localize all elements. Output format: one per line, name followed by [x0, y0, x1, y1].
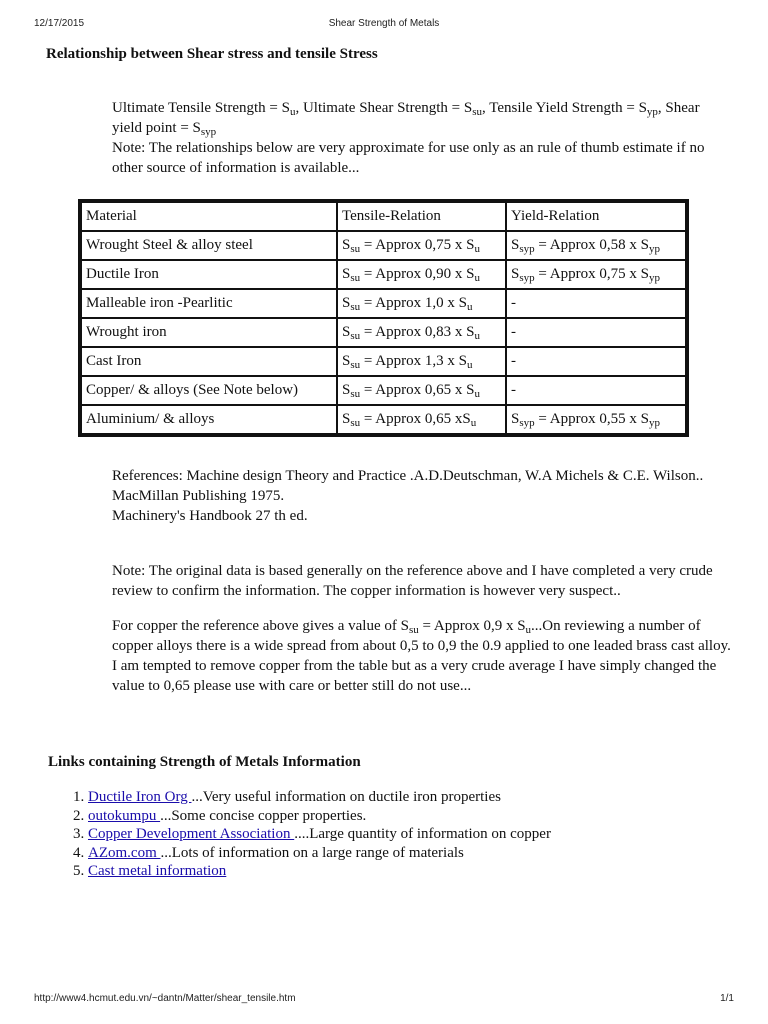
list-item: 1. Ductile Iron Org ...Very useful information on ductile iron properties	[88, 788, 551, 807]
material-cell: Copper/ & alloys (See Note below)	[81, 376, 337, 405]
yield-cell: -	[506, 318, 686, 347]
material-cell: Cast Iron	[81, 347, 337, 376]
definitions-line: Ultimate Tensile Strength = $S_u$, Ultimate Shear Strength = $S_{su}$, Tensile Yield Strength = $S_{yp}$, Shear yield point = $S_{syp}$	[112, 100, 700, 138]
print-date: 12/17/2015	[34, 18, 85, 29]
section-heading-relationship: Relationship between Shear stress and tensile Stress	[46, 46, 378, 62]
header-tensile: Tensile-Relation	[337, 202, 506, 231]
list-item	[88, 862, 551, 881]
tensile-cell: $S_{su}$ = Approx 0,65 $xS_u$	[337, 405, 506, 434]
tensile-cell: $S_{su}$ = Approx 0,75 x $S_u$	[337, 231, 506, 260]
table-row	[81, 260, 686, 289]
shear-relation-table	[78, 199, 689, 437]
link-copper-development[interactable]: Copper Development Association	[88, 826, 295, 842]
table-row	[81, 347, 686, 376]
copper-note: For copper the reference above gives a value of $S_{su}$ = Approx 0,9 x $S_u...On$ reviewing a number of copper alloys there is a wide spread from about 0,5 to 0,9 the 0.9 applied to one leaded brass cast alloy. I am tempted to remove copper from the table but as a very crude average I have simply changed the value to 0,65 please use with care or better still do not use...	[112, 618, 731, 694]
yield-cell: -	[506, 347, 686, 376]
yield-cell: $S_{syp}$ = Approx 0,58 x $S_{yp}$	[506, 231, 686, 260]
yield-cell: -	[506, 289, 686, 318]
table-row	[81, 376, 686, 405]
material-cell: Ductile Iron	[81, 260, 337, 289]
print-title: Shear Strength of Metals	[328, 18, 440, 29]
list-item: 4. AZom.com ...Lots of information on a large range of materials	[88, 844, 551, 863]
link-ductile-iron[interactable]: Ductile Iron Org	[88, 789, 192, 805]
yield-cell: -	[506, 376, 686, 405]
header-material: Material	[81, 202, 337, 231]
references-block	[112, 466, 732, 526]
page-number: 1/1	[720, 993, 734, 1004]
table-row	[81, 318, 686, 347]
material-cell: Malleable iron -Pearlitic	[81, 289, 337, 318]
list-item: 2. outokumpu ...Some concise copper properties.	[88, 807, 551, 826]
print-url: http://www4.hcmut.edu.vn/~dantn/Matter/shear_tensile.htm	[34, 993, 296, 1004]
tensile-cell: $S_{su}$ = Approx 0,90 x $S_u$	[337, 260, 506, 289]
table-header-row	[81, 202, 686, 231]
tensile-cell: $S_{su}$ = Approx 1,3 x $S_u$	[337, 347, 506, 376]
material-cell: Wrought iron	[81, 318, 337, 347]
tensile-cell: $S_{su}$ = Approx 0,83 x $S_u$	[337, 318, 506, 347]
links-list	[66, 788, 551, 881]
note-original-data: Note: The original data is based generally on the reference above and I have completed a very crude review to confirm the information. The copper information is however very suspect..	[112, 563, 713, 599]
definitions-block	[112, 98, 732, 178]
table-row	[81, 405, 686, 434]
yield-cell: $S_{syp}$ = Approx 0,55 x $S_{yp}$	[506, 405, 686, 434]
material-cell: Wrought Steel & alloy steel	[81, 231, 337, 260]
link-cast-metal[interactable]: Cast metal information	[88, 863, 227, 879]
yield-cell: $S_{syp}$ = Approx 0,75 x $S_{yp}$	[506, 260, 686, 289]
material-cell: Aluminium/ & alloys	[81, 405, 337, 434]
link-outokumpu[interactable]: outokumpu	[88, 807, 161, 824]
list-item: 3. Copper Development Association ....Large quantity of information on copper	[88, 825, 551, 844]
header-yield: Yield-Relation	[506, 202, 686, 231]
reference-line: References: Machine design Theory and Practice .A.D.Deutschman, W.A Michels & C.E. Wilson.. MacMillan Publishing 1975.	[112, 468, 704, 504]
link-azom[interactable]: AZom.com	[88, 844, 161, 861]
tensile-cell: $S_{su}$ = Approx 0,65 x $S_u$	[337, 376, 506, 405]
reference-line: Machinery's Handbook 27 th ed.	[112, 508, 308, 524]
note-approximate: Note: The relationships below are very approximate for use only as an rule of thumb estimate if no other source of information is available...	[112, 140, 705, 176]
table-row	[81, 289, 686, 318]
section-heading-links: Links containing Strength of Metals Information	[48, 754, 361, 770]
table-row	[81, 231, 686, 260]
tensile-cell: $S_{su}$ = Approx 1,0 x $S_u$	[337, 289, 506, 318]
